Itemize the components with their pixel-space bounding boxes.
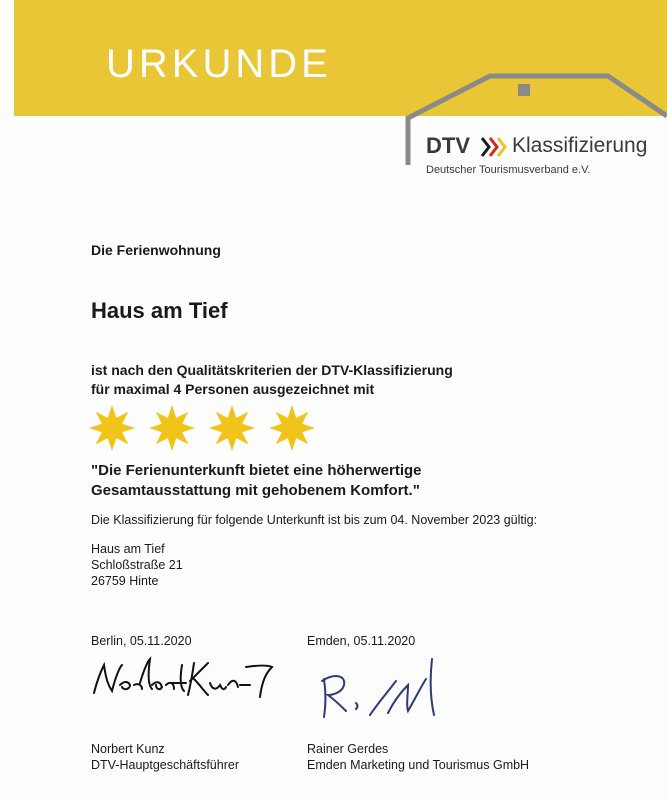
criteria-text — [91, 361, 453, 399]
address-name: Haus am Tief — [91, 542, 165, 556]
star-icon — [208, 404, 256, 452]
logo-brand: DTV — [426, 133, 470, 158]
left-signatory-role: DTV-Hauptgeschäftsführer — [91, 758, 239, 772]
quote-line-1: "Die Ferienunterkunft bietet eine höherwertige — [91, 462, 422, 479]
right-signatory-role: Emden Marketing und Tourismus GmbH — [307, 758, 530, 772]
criteria-line-1: ist nach den Qualitätskriterien der DTV-Klassifizierung — [91, 362, 453, 378]
left-place-date: Berlin, 05.11.2020 — [91, 634, 192, 648]
rating-quote — [91, 461, 422, 501]
quote-line-2: Gesamtausstattung mit gehobenem Komfort." — [91, 482, 420, 499]
star-icon — [88, 404, 136, 452]
left-signatory-name: Norbert Kunz — [91, 742, 165, 756]
logo-name: Klassifizierung — [512, 134, 648, 157]
star-rating — [88, 404, 328, 456]
left-signatory — [91, 741, 239, 773]
property-name: Haus am Tief — [91, 298, 228, 323]
logo-subtitle: Deutscher Tourismusverband e.V. — [426, 164, 591, 176]
validity-text: Die Klassifizierung für folgende Unterkunft ist bis zum 04. November 2023 gültig: — [91, 513, 538, 527]
star-icon — [268, 404, 316, 452]
right-signatory-name: Rainer Gerdes — [307, 742, 389, 756]
signature-rainer-gerdes — [312, 655, 472, 725]
apartment-label: Die Ferienwohnung — [91, 242, 221, 258]
address-city: 26759 Hinte — [91, 574, 159, 588]
certificate-title: URKUNDE — [106, 42, 332, 86]
star-icon — [148, 404, 196, 452]
right-place-date: Emden, 05.11.2020 — [307, 634, 416, 648]
property-address — [91, 541, 183, 589]
right-signatory — [307, 741, 529, 773]
chevron-arrows-icon — [478, 135, 510, 159]
signature-norbert-kunz — [90, 655, 280, 705]
criteria-line-2: für maximal 4 Personen ausgezeichnet mit — [91, 381, 375, 397]
address-street: Schloßstraße 21 — [91, 558, 183, 572]
